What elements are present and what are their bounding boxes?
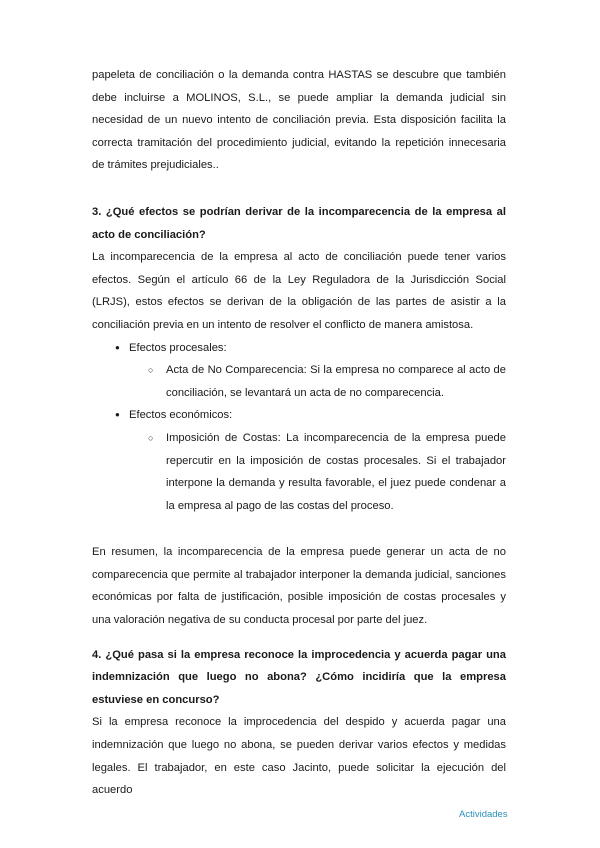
imposicion-costas-text: Imposición de Costas: La incomparecencia de la empresa puede repercutir en la imposición de costas procesales. Si el trabajador interpone la demanda y resulta favorable, el juez puede condenar a la empresa al pago de las costas del proceso. bbox=[166, 431, 506, 512]
question-3-body: La incomparecencia de la empresa al acto de conciliación puede tener varios efectos. Según el artículo 66 de la Ley Reguladora de la Jurisdicción Social (LRJS), estos efectos se derivan de la obligación de las partes de asistir a la conciliación previa en un intento de resolver el conflicto de manera amistosa. bbox=[92, 251, 506, 331]
effects-economicos-item bbox=[92, 404, 506, 517]
hollow-bullet-icon: ○ bbox=[148, 365, 154, 376]
question-4-body: Si la empresa reconoce la improcedencia del despido y acuerda pagar una indemnización que luego no abona, se pueden derivar varios efectos y medidas legales. El trabajador, en este caso Jacinto, puede solicitar la ejecución del acuerdo bbox=[92, 716, 506, 797]
effects-procesales-sublist bbox=[129, 359, 506, 404]
document-page bbox=[92, 64, 506, 802]
acta-no-comparecencia-item bbox=[129, 359, 506, 404]
effects-economicos-label: Efectos económicos: bbox=[129, 409, 233, 422]
effects-economicos-sublist bbox=[129, 427, 506, 517]
hollow-bullet-icon: ○ bbox=[148, 432, 154, 443]
effects-procesales-item bbox=[92, 337, 506, 405]
filled-bullet-icon: ● bbox=[115, 410, 120, 420]
imposicion-costas-item bbox=[129, 427, 506, 517]
spacer bbox=[92, 517, 506, 541]
filled-bullet-icon: ● bbox=[115, 342, 120, 352]
spacer bbox=[92, 632, 506, 644]
summary-paragraph: En resumen, la incomparecencia de la empresa puede generar un acta de no comparecencia que permite al trabajador interponer la demanda judicial, sanciones económicas por falta de justificación, posible imposición de costas procesales y una valoración negativa de su conducta procesal por parte del juez. bbox=[92, 546, 506, 627]
question-4-heading: 4. ¿Qué pasa si la empresa reconoce la improcedencia y acuerda pagar una indemnización que luego no abona? ¿Cómo incidiría que la empresa estuviese en concurso? bbox=[92, 648, 506, 706]
effects-list bbox=[92, 337, 506, 518]
acta-no-comparecencia-text: Acta de No Comparecencia: Si la empresa no comparece al acto de conciliación, se levantará un acta de no comparecencia. bbox=[166, 364, 506, 399]
intro-paragraph: papeleta de conciliación o la demanda contra HASTAS se descubre que también debe incluirse a MOLINOS, S.L., se puede ampliar la demanda judicial sin necesidad de un nuevo intento de conciliación previa. Esta disposición facilita la correcta tramitación del procedimiento judicial, evitando la repetición innecesaria de trámites prejudiciales.. bbox=[92, 69, 506, 172]
footer-label: Actividades bbox=[459, 809, 508, 820]
effects-procesales-label: Efectos procesales: bbox=[129, 341, 227, 354]
question-3-heading: 3. ¿Qué efectos se podrían derivar de la incomparecencia de la empresa al acto de conciliación? bbox=[92, 205, 506, 241]
